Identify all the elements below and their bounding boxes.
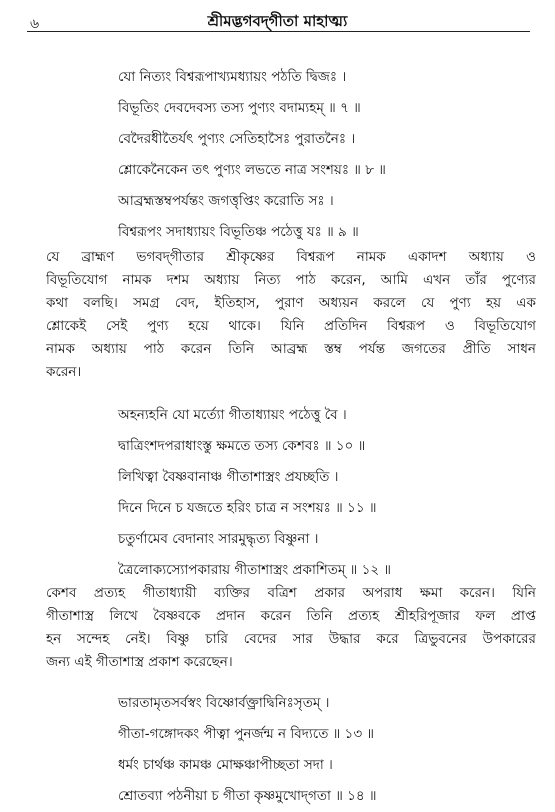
paragraph-line: কেশব প্রত্যহ গীতাধ্যায়ী ব্যক্তির বত্রিশ প্রকার অপরাধ ক্ষমা করেন। যিনি: [46, 585, 536, 601]
paragraph-line: কথা বলছি। সমগ্র বেদ, ইতিহাস, পুরাণ অধ্যয়ন করলে যে পুণ্য হয় এক: [46, 295, 536, 311]
verse-block-3: [118, 688, 377, 812]
verse-block-1: [118, 62, 386, 248]
verse-line: বেদৈরধীতৈর্যৎ পুণ্যং সেতিহাসৈঃ পুরাতনৈঃ ।: [118, 131, 356, 147]
verse-line: গীতা-গঙ্গোদকং পীত্বা পুনর্জন্ম ন বিদ্যতে ॥ ১৩ ॥: [118, 726, 375, 742]
page-number: ৬: [30, 16, 40, 32]
verse-line: লিখিত্বা বৈষ্ণবানাঞ্চ গীতাশাস্ত্রং প্রযচ্ছতি ।: [118, 469, 339, 485]
header-divider: [27, 31, 530, 32]
paragraph-line: নামক অধ্যায় পাঠ করেন তিনি আব্রহ্ম স্তম্ব পর্যন্ত জগতের প্রীতি সাধন: [46, 341, 536, 357]
paragraph-line: যে ব্রাহ্মণ ভগবদ্‌গীতার শ্রীকৃষ্ণের বিশ্বরূপ নামক একাদশ অধ্যায় ও: [46, 249, 536, 265]
translation-paragraph-2: [46, 582, 536, 674]
page-title: শ্রীমদ্ভগবদ্‌গীতা মাহাত্ম্য: [207, 12, 348, 30]
verse-line: আব্রহ্মস্তম্বপর্যন্তং জগত্তৃপ্তিং করোতি সঃ ।: [118, 193, 334, 209]
verse-line: বিভূতিং দেবদেবস্য তস্য পুণ্যং বদাম্যহম্‌ ॥ ৭ ॥: [118, 100, 361, 116]
verse-line: দ্বাত্রিংশদপরাধাংস্তু ক্ষমতে তস্য কেশবঃ ॥ ১০ ॥: [118, 438, 366, 454]
verse-line: যো নিত্যং বিশ্বরূপাখ্যমধ্যায়ং পঠতি দ্বিজঃ ।: [118, 69, 347, 85]
paragraph-line: শ্লোকেই সেই পুণ্য হয়ে থাকে। যিনি প্রতিদিন বিশ্বরূপ ও বিভূতিযোগ: [46, 318, 536, 334]
verse-line: বিশ্বরূপং সদাধ্যায়ং বিভূতিঞ্চ পঠেত্তু যঃ ॥ ৯ ॥: [118, 224, 359, 240]
paragraph-line: বিভূতিযোগ নামক দশম অধ্যায় নিত্য পাঠ করেন, আমি এখন তাঁর পুণ্যের: [46, 272, 536, 288]
paragraph-line: জন্য এই গীতাশাস্ত্র প্রকাশ করেছেন।: [46, 654, 233, 670]
verse-line: ত্রৈলোক্যস্যোপকারায় গীতাশাস্ত্রং প্রকাশিতম্‌ ॥ ১২ ॥: [118, 562, 392, 578]
page-header: [0, 6, 555, 32]
paragraph-line: হন সন্দেহ নেই। বিষ্ণু চারি বেদের সার উদ্ধার করে ত্রিভুবনের উপকারের: [46, 631, 536, 647]
verse-line: দিনে দিনে চ যজতে হরিং চাত্র ন সংশয়ঃ ॥ ১১ ॥: [118, 500, 377, 516]
verse-line: শ্রোতব্যা পঠনীয়া চ গীতা কৃষ্ণমুখোদ্‌গতা ॥ ১৪ ॥: [118, 788, 377, 804]
paragraph-line: করেন।: [46, 364, 82, 380]
verse-line: ধর্মং চার্থঞ্চ কামঞ্চ মোক্ষঞ্চাপীচ্ছতা সদা ।: [118, 757, 333, 773]
verse-line: শ্লোকেনৈকেন তৎ পুণ্যং লভতে নাত্র সংশয়ঃ ॥ ৮ ॥: [118, 162, 386, 178]
verse-block-2: [118, 400, 391, 586]
verse-line: চতুর্ণামেব বেদানাং সারমুদ্ধৃত্য বিষ্ণুনা ।: [118, 531, 319, 547]
verse-line: ভারতামৃতসর্বস্বং বিষ্ণোর্বক্ত্রাদ্বিনিঃসৃতম্‌ ।: [118, 695, 330, 711]
verse-line: অহন্যহনি যো মর্ত্যো গীতাধ্যায়ং পঠেত্তু বৈ ।: [118, 407, 347, 423]
paragraph-line: গীতাশাস্ত্র লিখে বৈষ্ণবকে প্রদান করেন তিনি প্রত্যহ শ্রীহরিপূজার ফল প্রাপ্ত: [46, 608, 536, 624]
translation-paragraph-1: [46, 246, 536, 384]
